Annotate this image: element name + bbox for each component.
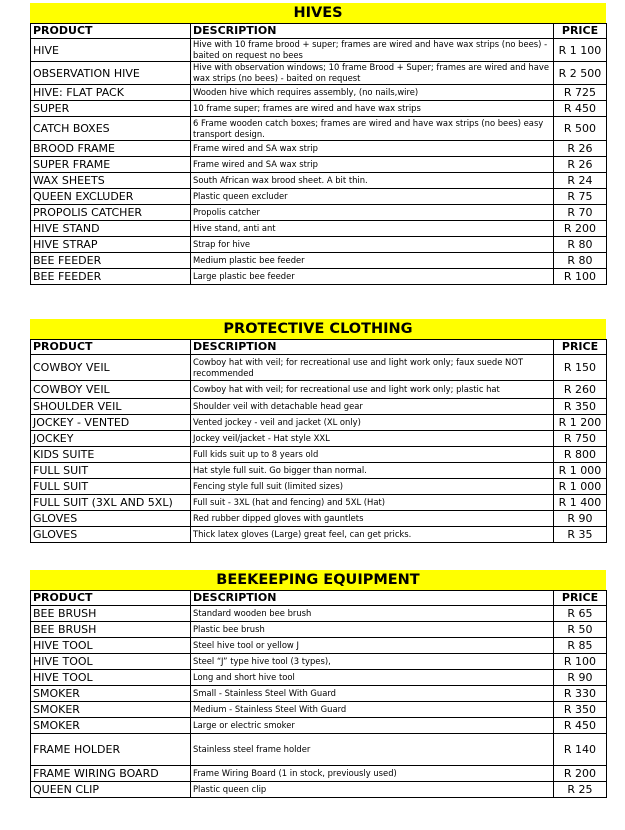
price-cell: R 100 [554,654,607,670]
product-cell: BROOD FRAME [31,141,191,157]
table-header-row [31,24,607,39]
product-cell: JOCKEY [31,431,191,447]
description-cell: Thick latex gloves (Large) great feel, can get pricks. [191,527,554,543]
table-row [31,622,607,638]
description-cell: Hive with observation windows; 10 frame Brood + Super; frames are wired and have wax strips (no bees) - baited on request [191,62,554,85]
description-cell: Plastic queen clip [191,782,554,798]
price-cell: R 150 [554,355,607,381]
product-cell: HIVE STRAP [31,237,191,253]
description-cell: Standard wooden bee brush [191,606,554,622]
table-row [31,117,607,141]
table-row [31,495,607,511]
product-cell: QUEEN CLIP [31,782,191,798]
table-row [31,221,607,237]
table-row [31,355,607,381]
table-row [31,85,607,101]
section-title: HIVES [30,3,606,23]
price-cell: R 1 100 [554,39,607,62]
price-table [30,339,607,543]
product-cell: FRAME HOLDER [31,734,191,766]
description-cell: Shoulder veil with detachable head gear [191,399,554,415]
product-cell: SMOKER [31,686,191,702]
price-cell: R 450 [554,101,607,117]
table-row [31,782,607,798]
table-row [31,101,607,117]
table-row [31,39,607,62]
description-cell: Jockey veil/jacket - Hat style XXL [191,431,554,447]
price-cell: R 200 [554,766,607,782]
description-cell: Full kids suit up to 8 years old [191,447,554,463]
product-cell: GLOVES [31,527,191,543]
product-cell: SMOKER [31,718,191,734]
price-cell: R 65 [554,606,607,622]
price-cell: R 200 [554,221,607,237]
column-header-product: PRODUCT [31,340,191,355]
product-cell: BEE FEEDER [31,269,191,285]
table-row [31,718,607,734]
price-cell: R 100 [554,269,607,285]
table-row [31,447,607,463]
product-cell: QUEEN EXCLUDER [31,189,191,205]
table-row [31,399,607,415]
description-cell: Red rubber dipped gloves with gauntlets [191,511,554,527]
price-cell: R 350 [554,702,607,718]
price-table [30,590,607,798]
table-row [31,654,607,670]
table-row [31,381,607,399]
product-cell: HIVE STAND [31,221,191,237]
table-row [31,702,607,718]
price-cell: R 80 [554,253,607,269]
product-cell: BEE FEEDER [31,253,191,269]
description-cell: Hat style full suit. Go bigger than normal. [191,463,554,479]
section-title: BEEKEEPING EQUIPMENT [30,570,606,590]
product-cell: OBSERVATION HIVE [31,62,191,85]
column-header-description: DESCRIPTION [191,591,554,606]
product-cell: HIVE [31,39,191,62]
product-cell: FULL SUIT [31,463,191,479]
product-cell: SUPER FRAME [31,157,191,173]
table-header-row [31,591,607,606]
price-cell: R 350 [554,399,607,415]
product-cell: HIVE TOOL [31,654,191,670]
description-cell: Large or electric smoker [191,718,554,734]
table-row [31,237,607,253]
product-cell: HIVE TOOL [31,670,191,686]
price-cell: R 80 [554,237,607,253]
product-cell: GLOVES [31,511,191,527]
price-cell: R 25 [554,782,607,798]
price-cell: R 750 [554,431,607,447]
price-cell: R 24 [554,173,607,189]
product-cell: FULL SUIT [31,479,191,495]
description-cell: Frame wired and SA wax strip [191,157,554,173]
description-cell: Fencing style full suit (limited sizes) [191,479,554,495]
table-row [31,511,607,527]
description-cell: Vented jockey - veil and jacket (XL only) [191,415,554,431]
column-header-product: PRODUCT [31,591,191,606]
description-cell: 10 frame super; frames are wired and have wax strips [191,101,554,117]
table-row [31,173,607,189]
table-row [31,189,607,205]
price-cell: R 260 [554,381,607,399]
table-row [31,253,607,269]
product-cell: PROPOLIS CATCHER [31,205,191,221]
price-cell: R 2 500 [554,62,607,85]
table-row [31,766,607,782]
price-cell: R 35 [554,527,607,543]
product-cell: COWBOY VEIL [31,381,191,399]
column-header-price: PRICE [554,24,607,39]
price-cell: R 450 [554,718,607,734]
product-cell: SMOKER [31,702,191,718]
description-cell: Long and short hive tool [191,670,554,686]
table-row [31,734,607,766]
table-row [31,269,607,285]
description-cell: Full suit - 3XL (hat and fencing) and 5XL (Hat) [191,495,554,511]
description-cell: Small - Stainless Steel With Guard [191,686,554,702]
price-cell: R 50 [554,622,607,638]
product-cell: BEE BRUSH [31,622,191,638]
table-row [31,479,607,495]
description-cell: Propolis catcher [191,205,554,221]
price-cell: R 1 400 [554,495,607,511]
table-row [31,686,607,702]
price-cell: R 85 [554,638,607,654]
product-cell: FRAME WIRING BOARD [31,766,191,782]
price-cell: R 1 000 [554,479,607,495]
description-cell: Strap for hive [191,237,554,253]
table-row [31,62,607,85]
product-cell: HIVE TOOL [31,638,191,654]
description-cell: Cowboy hat with veil; for recreational use and light work only; faux suede NOT recommended [191,355,554,381]
table-row [31,638,607,654]
table-row [31,205,607,221]
price-cell: R 500 [554,117,607,141]
product-cell: FULL SUIT (3XL AND 5XL) [31,495,191,511]
price-cell: R 140 [554,734,607,766]
description-cell: Plastic queen excluder [191,189,554,205]
table-row [31,415,607,431]
price-cell: R 725 [554,85,607,101]
description-cell: Steel hive tool or yellow J [191,638,554,654]
description-cell: Hive stand, anti ant [191,221,554,237]
price-cell: R 1 200 [554,415,607,431]
price-cell: R 1 000 [554,463,607,479]
description-cell: Cowboy hat with veil; for recreational use and light work only; plastic hat [191,381,554,399]
description-cell: Medium plastic bee feeder [191,253,554,269]
description-cell: Hive with 10 frame brood + super; frames are wired and have wax strips (no bees) - baited on request no bees [191,39,554,62]
table-row [31,157,607,173]
price-cell: R 800 [554,447,607,463]
section-protective-clothing [30,319,606,543]
product-cell: SUPER [31,101,191,117]
table-row [31,606,607,622]
description-cell: Stainless steel frame holder [191,734,554,766]
description-cell: Steel “J” type hive tool (3 types), [191,654,554,670]
price-cell: R 26 [554,141,607,157]
product-cell: SHOULDER VEIL [31,399,191,415]
description-cell: Frame Wiring Board (1 in stock, previously used) [191,766,554,782]
table-header-row [31,340,607,355]
description-cell: Medium - Stainless Steel With Guard [191,702,554,718]
table-row [31,431,607,447]
table-row [31,463,607,479]
product-cell: CATCH BOXES [31,117,191,141]
price-table [30,23,607,285]
product-cell: JOCKEY - VENTED [31,415,191,431]
product-cell: WAX SHEETS [31,173,191,189]
price-cell: R 26 [554,157,607,173]
column-header-description: DESCRIPTION [191,24,554,39]
price-cell: R 330 [554,686,607,702]
product-cell: COWBOY VEIL [31,355,191,381]
table-row [31,527,607,543]
price-cell: R 70 [554,205,607,221]
description-cell: Plastic bee brush [191,622,554,638]
description-cell: Frame wired and SA wax strip [191,141,554,157]
description-cell: South African wax brood sheet. A bit thin. [191,173,554,189]
description-cell: Wooden hive which requires assembly, (no nails,wire) [191,85,554,101]
product-cell: KIDS SUITE [31,447,191,463]
column-header-price: PRICE [554,340,607,355]
product-cell: HIVE: FLAT PACK [31,85,191,101]
product-cell: BEE BRUSH [31,606,191,622]
section-beekeeping-equipment [30,570,606,798]
price-cell: R 90 [554,511,607,527]
section-hives [30,3,606,285]
column-header-description: DESCRIPTION [191,340,554,355]
description-cell: Large plastic bee feeder [191,269,554,285]
table-row [31,141,607,157]
price-cell: R 75 [554,189,607,205]
section-title: PROTECTIVE CLOTHING [30,319,606,339]
price-cell: R 90 [554,670,607,686]
column-header-product: PRODUCT [31,24,191,39]
description-cell: 6 Frame wooden catch boxes; frames are wired and have wax strips (no bees) easy transport design. [191,117,554,141]
table-row [31,670,607,686]
column-header-price: PRICE [554,591,607,606]
